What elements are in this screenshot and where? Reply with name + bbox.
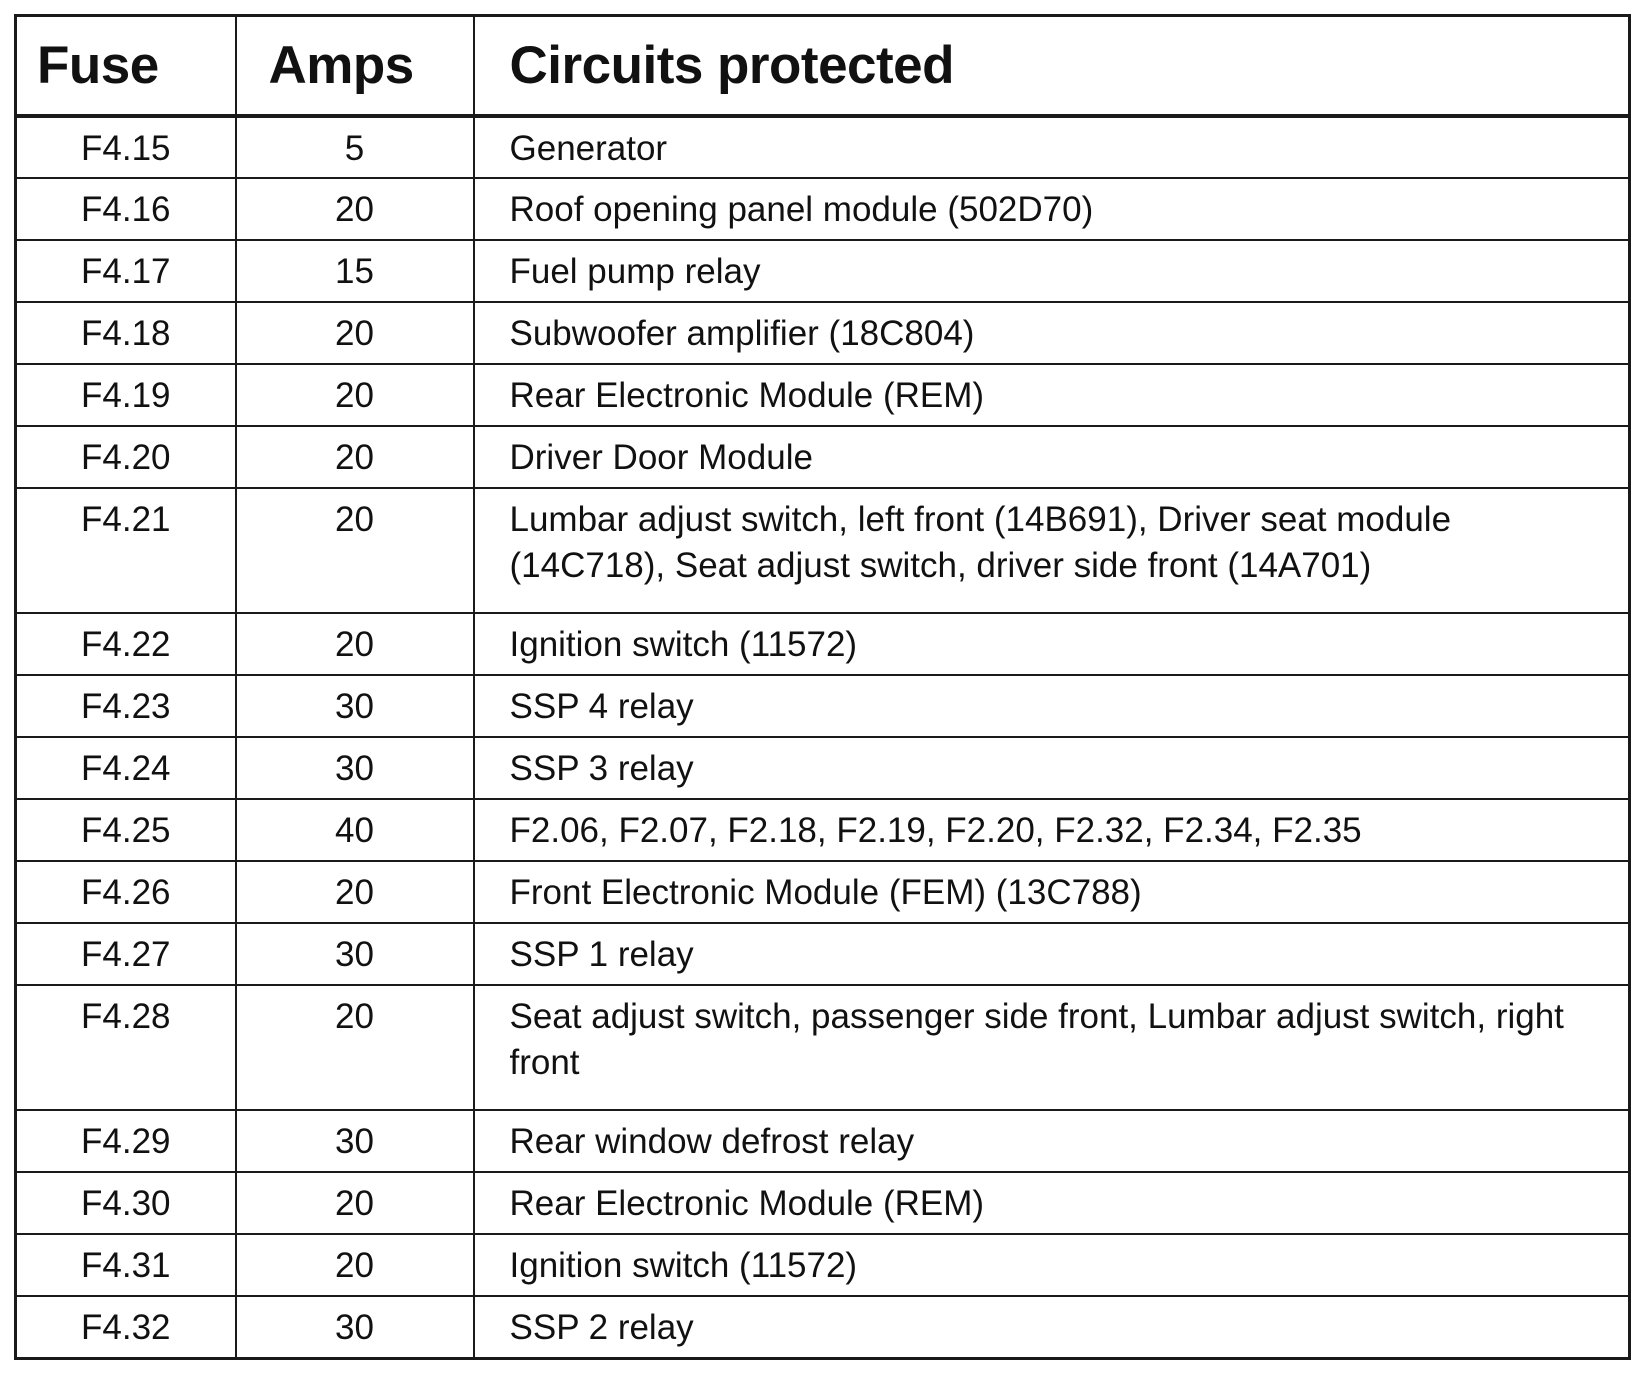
column-header-circuits: Circuits protected xyxy=(474,16,1630,117)
circuits-cell: Rear window defrost relay xyxy=(474,1110,1630,1172)
circuits-cell: SSP 4 relay xyxy=(474,675,1630,737)
circuits-cell: Rear Electronic Module (REM) xyxy=(474,364,1630,426)
fuse-cell: F4.31 xyxy=(16,1234,236,1296)
table-row xyxy=(16,613,1630,675)
table-row xyxy=(16,364,1630,426)
amps-cell: 20 xyxy=(236,861,474,923)
fuse-cell: F4.29 xyxy=(16,1110,236,1172)
fuse-cell: F4.21 xyxy=(16,488,236,613)
fuse-cell: F4.16 xyxy=(16,178,236,240)
table-row xyxy=(16,923,1630,985)
table-row xyxy=(16,1234,1630,1296)
table-row xyxy=(16,426,1630,488)
circuits-cell: Ignition switch (11572) xyxy=(474,1234,1630,1296)
amps-cell: 30 xyxy=(236,923,474,985)
table-row xyxy=(16,737,1630,799)
circuits-cell: Rear Electronic Module (REM) xyxy=(474,1172,1630,1234)
circuits-cell: Front Electronic Module (FEM) (13C788) xyxy=(474,861,1630,923)
table-row xyxy=(16,861,1630,923)
amps-cell: 20 xyxy=(236,178,474,240)
amps-cell: 20 xyxy=(236,488,474,613)
fuse-cell: F4.17 xyxy=(16,240,236,302)
fuse-table xyxy=(14,14,1631,1360)
amps-cell: 30 xyxy=(236,737,474,799)
header-row xyxy=(16,16,1630,117)
amps-cell: 30 xyxy=(236,675,474,737)
amps-cell: 40 xyxy=(236,799,474,861)
amps-cell: 20 xyxy=(236,426,474,488)
column-header-fuse: Fuse xyxy=(16,16,236,117)
fuse-cell: F4.23 xyxy=(16,675,236,737)
circuits-cell: SSP 3 relay xyxy=(474,737,1630,799)
circuits-cell: SSP 2 relay xyxy=(509,1308,694,1347)
fuse-cell: F4.24 xyxy=(16,737,236,799)
fuse-cell: F4.30 xyxy=(16,1172,236,1234)
circuits-cell: Subwoofer amplifier (18C804) xyxy=(474,302,1630,364)
fuse-cell: F4.32 xyxy=(16,1296,236,1358)
fuse-cell: F4.27 xyxy=(16,923,236,985)
circuits-cell: Driver Door Module xyxy=(474,426,1630,488)
table-row xyxy=(16,178,1630,240)
table-row xyxy=(16,1172,1630,1234)
column-header-amps: Amps xyxy=(236,16,474,117)
table-row xyxy=(16,302,1630,364)
circuits-cell: Lumbar adjust switch, left front (14B691), Driver seat module (14C718), Seat adjust switch, driver side front (14A701) xyxy=(474,488,1630,613)
table-row xyxy=(16,1110,1630,1172)
table-row xyxy=(16,1296,1630,1358)
circuits-cell: Fuel pump relay xyxy=(474,240,1630,302)
fuse-cell: F4.28 xyxy=(16,985,236,1110)
circuits-cell: Roof opening panel module (502D70) xyxy=(474,178,1630,240)
circuits-cell: Generator xyxy=(474,116,1630,178)
amps-cell: 20 xyxy=(236,1172,474,1234)
circuits-cell: Ignition switch (11572) xyxy=(474,613,1630,675)
fuse-cell: F4.26 xyxy=(16,861,236,923)
table-row xyxy=(16,116,1630,178)
amps-cell: 20 xyxy=(236,1234,474,1296)
table-row xyxy=(16,675,1630,737)
fuse-cell: F4.15 xyxy=(16,116,236,178)
amps-cell: 20 xyxy=(236,613,474,675)
table-row xyxy=(16,985,1630,1110)
amps-cell: 15 xyxy=(236,240,474,302)
fuse-cell: F4.22 xyxy=(16,613,236,675)
fuse-cell: F4.19 xyxy=(16,364,236,426)
amps-cell: 30 xyxy=(236,1296,474,1358)
fuse-cell: F4.20 xyxy=(16,426,236,488)
circuits-cell: SSP 1 relay xyxy=(474,923,1630,985)
amps-cell: 20 xyxy=(236,985,474,1110)
amps-cell: 30 xyxy=(236,1110,474,1172)
amps-cell: 20 xyxy=(236,364,474,426)
table-row xyxy=(16,799,1630,861)
table-row xyxy=(16,240,1630,302)
fuse-cell: F4.18 xyxy=(16,302,236,364)
amps-cell: 20 xyxy=(236,302,474,364)
amps-cell: 5 xyxy=(236,116,474,178)
fuse-cell: F4.25 xyxy=(16,799,236,861)
circuits-cell: F2.06, F2.07, F2.18, F2.19, F2.20, F2.32, F2.34, F2.35 xyxy=(474,799,1630,861)
circuits-cell: Seat adjust switch, passenger side front, Lumbar adjust switch, right front xyxy=(474,985,1630,1110)
table-row xyxy=(16,488,1630,613)
